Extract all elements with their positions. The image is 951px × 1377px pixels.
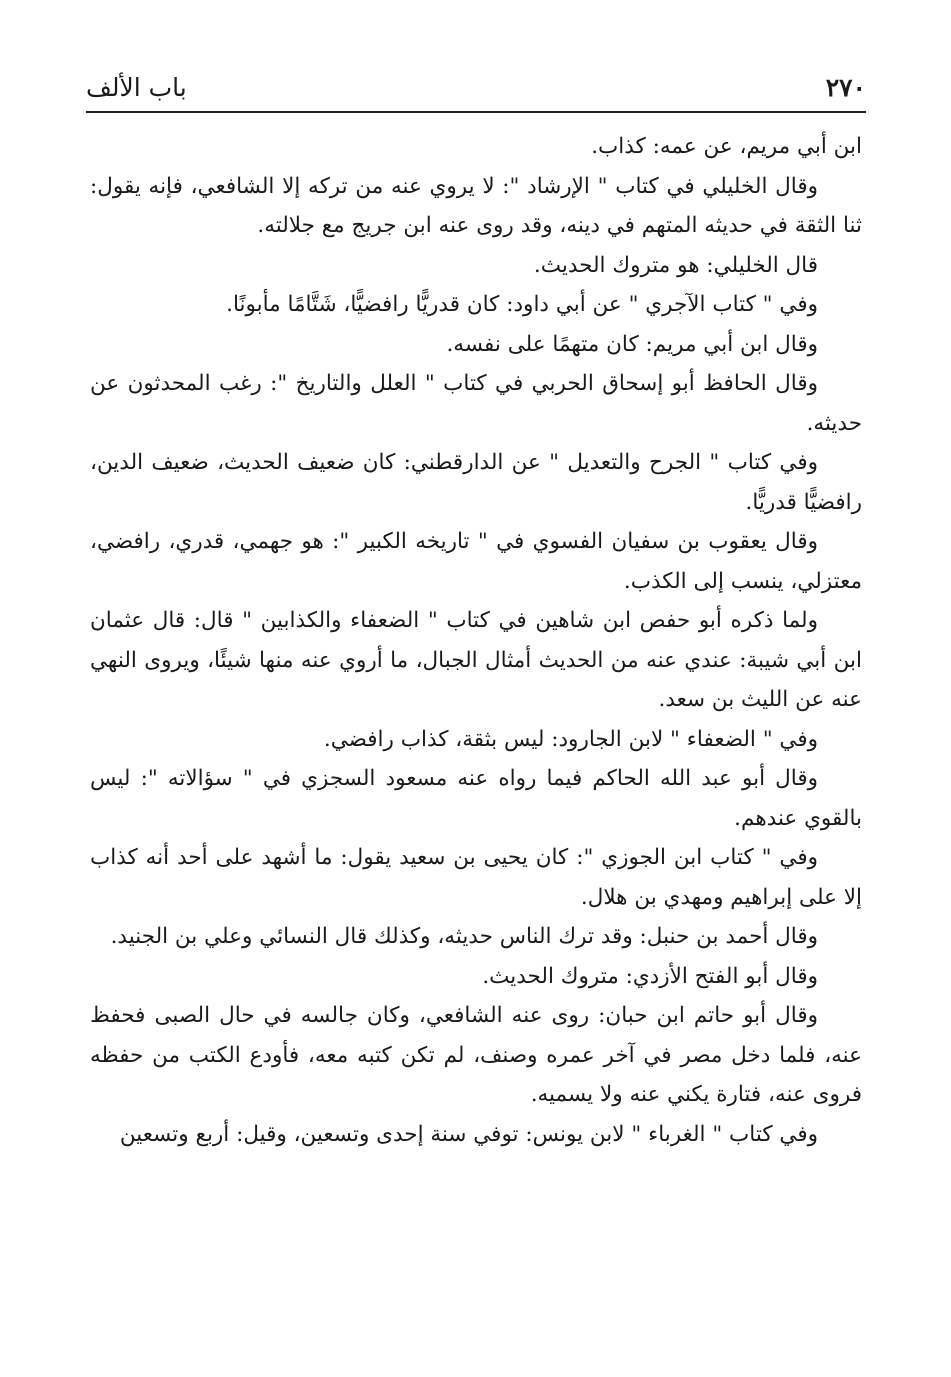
paragraph: وقال الخليلي في كتاب " الإرشاد ": لا يروي عنه من تركه إلا الشافعي، فإنه يقول: ثنا الثقة في حديثه المتهم في دينه، وقد روى عنه ابن جريج مع جلالته. (90, 173, 862, 238)
paragraph: وقال أبو عبد الله الحاكم فيما رواه عنه مسعود السجزي في " سؤالاته ": ليس بالقوي عندهم. (90, 766, 862, 831)
header-divider (86, 111, 866, 113)
chapter-title: باب الألف (86, 73, 187, 102)
paragraph: ابن أبي مريم، عن عمه: كذاب. (591, 134, 862, 159)
paragraph: وقال ابن أبي مريم: كان متهمًا على نفسه. (446, 331, 818, 357)
page-number: ٢٧٠ (825, 73, 866, 102)
paragraph: وفي كتاب " الجرح والتعديل " عن الدارقطني: كان ضعيف الحديث، ضعيف الدين، رافضيًّا قدريًّا. (90, 450, 862, 515)
paragraph: وقال أبو حاتم ابن حبان: روى عنه الشافعي، وكان جالسه في حال الصبى فحفظ عنه، فلما دخل مصر في آخر عمره وصنف، لم تكن كتبه معه، فأودع الكتب من حفظه فروى عنه، فتارة يكني عنه ولا يسميه. (90, 1003, 862, 1107)
paragraph: وفي كتاب " الغرباء " لابن يونس: توفي سنة إحدى وتسعين، وقيل: أربع وتسعين (119, 1121, 818, 1147)
page-header (86, 66, 866, 110)
paragraph: وقال يعقوب بن سفيان الفسوي في " تاريخه الكبير ": هو جهمي، قدري، رافضي، معتزلي، ينسب إلى الكذب. (90, 529, 862, 594)
paragraph: وقال أحمد بن حنبل: وقد ترك الناس حديثه، وكذلك قال النسائي وعلي بن الجنيد. (110, 924, 818, 949)
paragraph: وفي " كتاب ابن الجوزي ": كان يحيى بن سعيد يقول: ما أشهد على أحد أنه كذاب إلا على إبراهيم ومهدي بن هلال. (90, 845, 862, 910)
paragraph: وقال أبو الفتح الأزدي: متروك الحديث. (482, 963, 818, 989)
paragraph: ولما ذكره أبو حفص ابن شاهين في كتاب " الضعفاء والكذابين " قال: قال عثمان ابن أبي شيبة: عندي عنه من الحديث أمثال الجبال، ما أروي عنه منها شيئًا، ويروى النهي عنه عن الليث بن سعد. (90, 608, 862, 712)
paragraph: وفي " كتاب الآجري " عن أبي داود: كان قدريًّا رافضيًّا، شَتَّامًا مأبونًا. (226, 292, 818, 317)
body-text (90, 127, 862, 1154)
paragraph: وقال الحافظ أبو إسحاق الحربي في كتاب " العلل والتاريخ ": رغب المحدثون عن حديثه. (90, 371, 862, 436)
paragraph: وفي " الضعفاء " لابن الجارود: ليس بثقة، كذاب رافضي. (323, 726, 818, 752)
paragraph: قال الخليلي: هو متروك الحديث. (533, 252, 818, 278)
